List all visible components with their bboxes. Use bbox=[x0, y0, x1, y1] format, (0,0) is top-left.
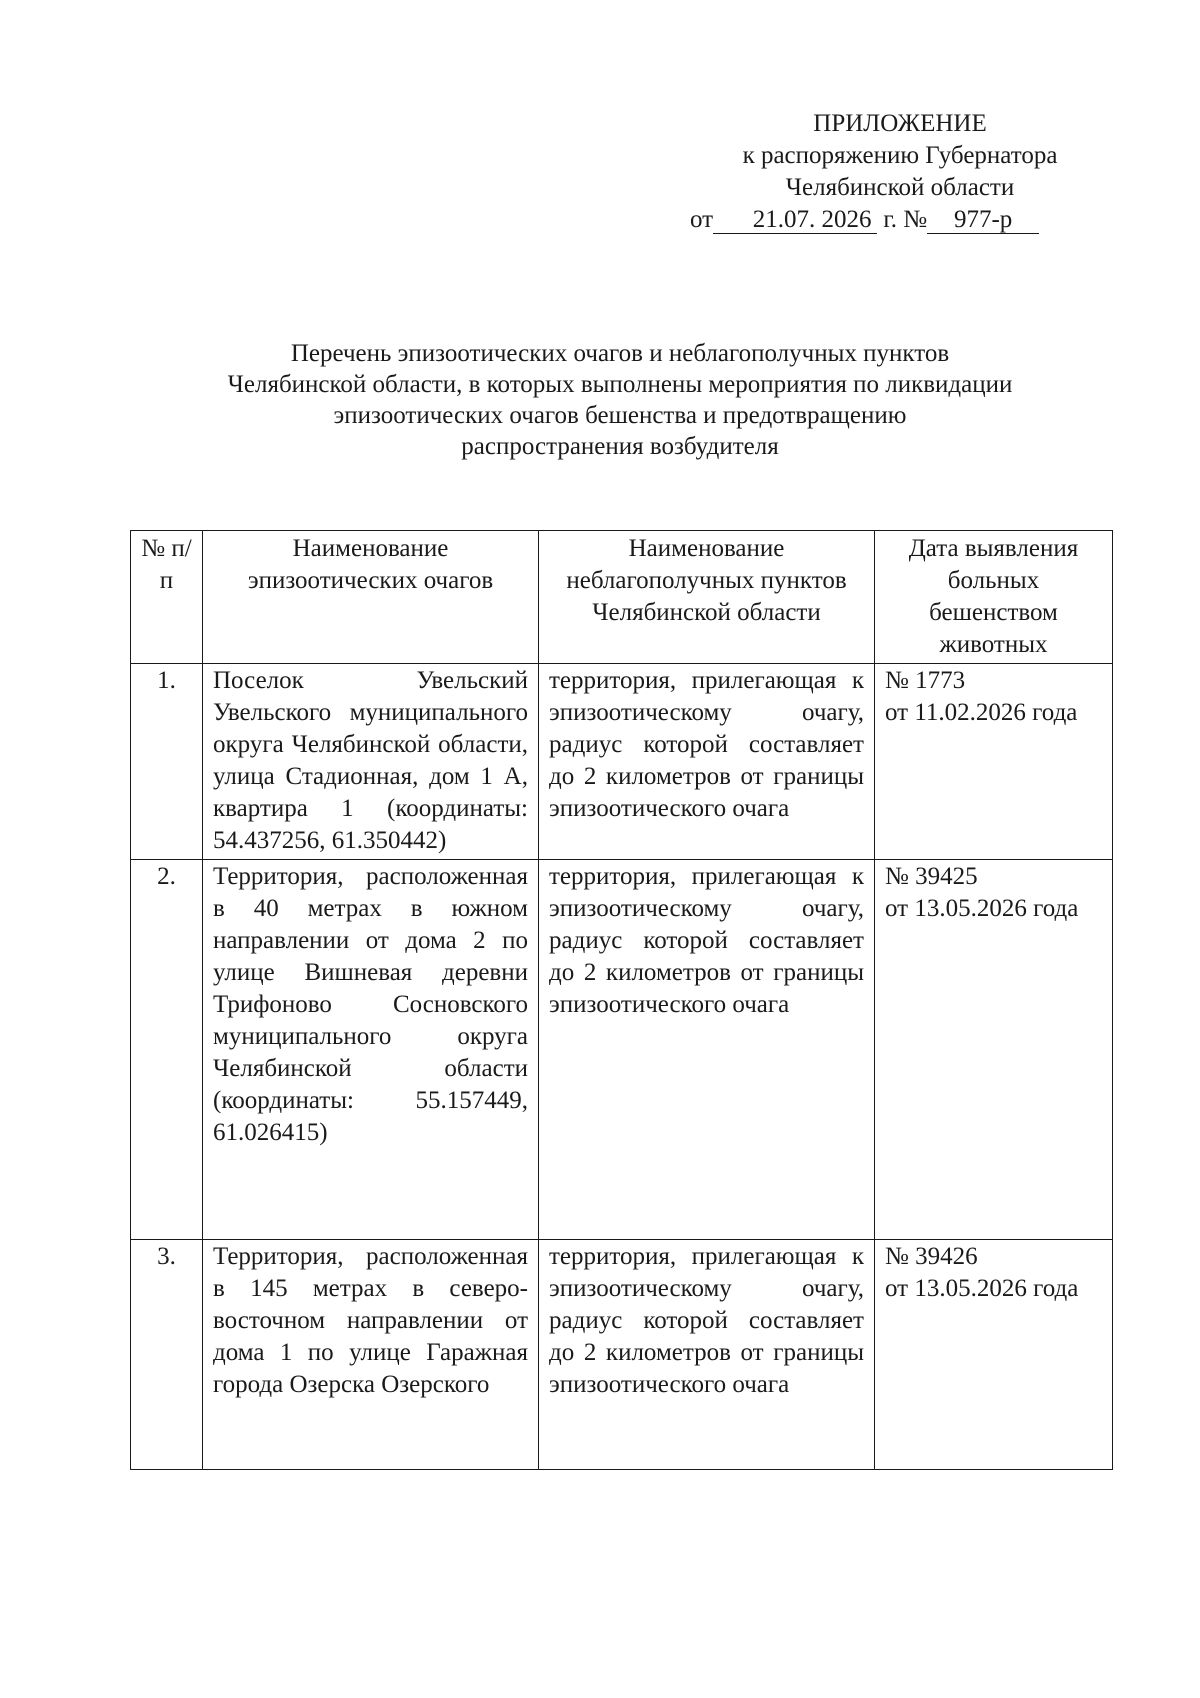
table-row bbox=[131, 1240, 1113, 1470]
area-cell: территория, прилегающая к эпизоотическому очагу, радиус которой составляет до 2 километров от границы эпизоотического очага bbox=[539, 664, 875, 860]
date-cell bbox=[875, 860, 1113, 1240]
document-heading bbox=[180, 338, 1060, 462]
case-date: от 13.05.2026 года bbox=[885, 1275, 1079, 1302]
appendix-block bbox=[690, 108, 1110, 236]
heading-line: Челябинской области, в которых выполнены мероприятия по ликвидации bbox=[227, 371, 1013, 398]
area-cell: территория, прилегающая к эпизоотическому очагу, радиус которой составляет до 2 километров от границы эпизоотического очага bbox=[539, 860, 875, 1240]
case-number: № 1773 bbox=[885, 667, 966, 694]
row-number: 2. bbox=[131, 860, 203, 1240]
area-cell: территория, прилегающая к эпизоотическому очагу, радиус которой составляет до 2 километров от границы эпизоотического очага bbox=[539, 1240, 875, 1470]
date-suffix: г. № bbox=[883, 206, 928, 233]
heading-line: распространения возбудителя bbox=[461, 433, 779, 460]
appendix-line-2: Челябинской области bbox=[785, 174, 1015, 201]
table-header-row bbox=[131, 531, 1113, 664]
header-num: № п/п bbox=[131, 531, 203, 664]
date-value: 21.07. 2026 bbox=[713, 207, 877, 234]
case-date: от 11.02.2026 года bbox=[885, 699, 1078, 726]
case-date: от 13.05.2026 года bbox=[885, 895, 1079, 922]
heading-line: эпизоотических очагов бешенства и предотвращению bbox=[333, 402, 907, 429]
header-focus: Наименование эпизоотических очагов bbox=[203, 531, 539, 664]
header-date: Дата выявления больных бешенством животных bbox=[875, 531, 1113, 664]
case-number: № 39425 bbox=[885, 863, 978, 890]
focus-cell: Поселок Увельский Увельского муниципального округа Челябинской области, улица Стадионная, дом 1 А, квартира 1 (координаты: 54.437256, 61.350442) bbox=[203, 664, 539, 860]
heading-line: Перечень эпизоотических очагов и неблагополучных пунктов bbox=[290, 340, 950, 367]
appendix-date-line bbox=[690, 204, 1110, 236]
date-cell bbox=[875, 1240, 1113, 1470]
foci-table bbox=[130, 530, 1113, 1470]
header-area: Наименование неблагополучных пунктов Челябинской области bbox=[539, 531, 875, 664]
table-row bbox=[131, 860, 1113, 1240]
order-number: 977-р bbox=[927, 207, 1039, 234]
date-cell bbox=[875, 664, 1113, 860]
appendix-title: ПРИЛОЖЕНИЕ bbox=[813, 110, 987, 137]
focus-cell: Территория, расположенная в 40 метрах в южном направлении от дома 2 по улице Вишневая деревни Трифоново Сосновского муниципального округа Челябинской области (координаты: 55.157449, 61.026415) bbox=[203, 860, 539, 1240]
focus-cell: Территория, расположенная в 145 метрах в северо-восточном направлении от дома 1 по улице Гаражная города Озерска Озерского bbox=[203, 1240, 539, 1470]
table-row bbox=[131, 664, 1113, 860]
row-number: 1. bbox=[131, 664, 203, 860]
appendix-line-1: к распоряжению Губернатора bbox=[742, 142, 1058, 169]
row-number: 3. bbox=[131, 1240, 203, 1470]
case-number: № 39426 bbox=[885, 1243, 978, 1270]
date-prefix: от bbox=[690, 206, 714, 233]
